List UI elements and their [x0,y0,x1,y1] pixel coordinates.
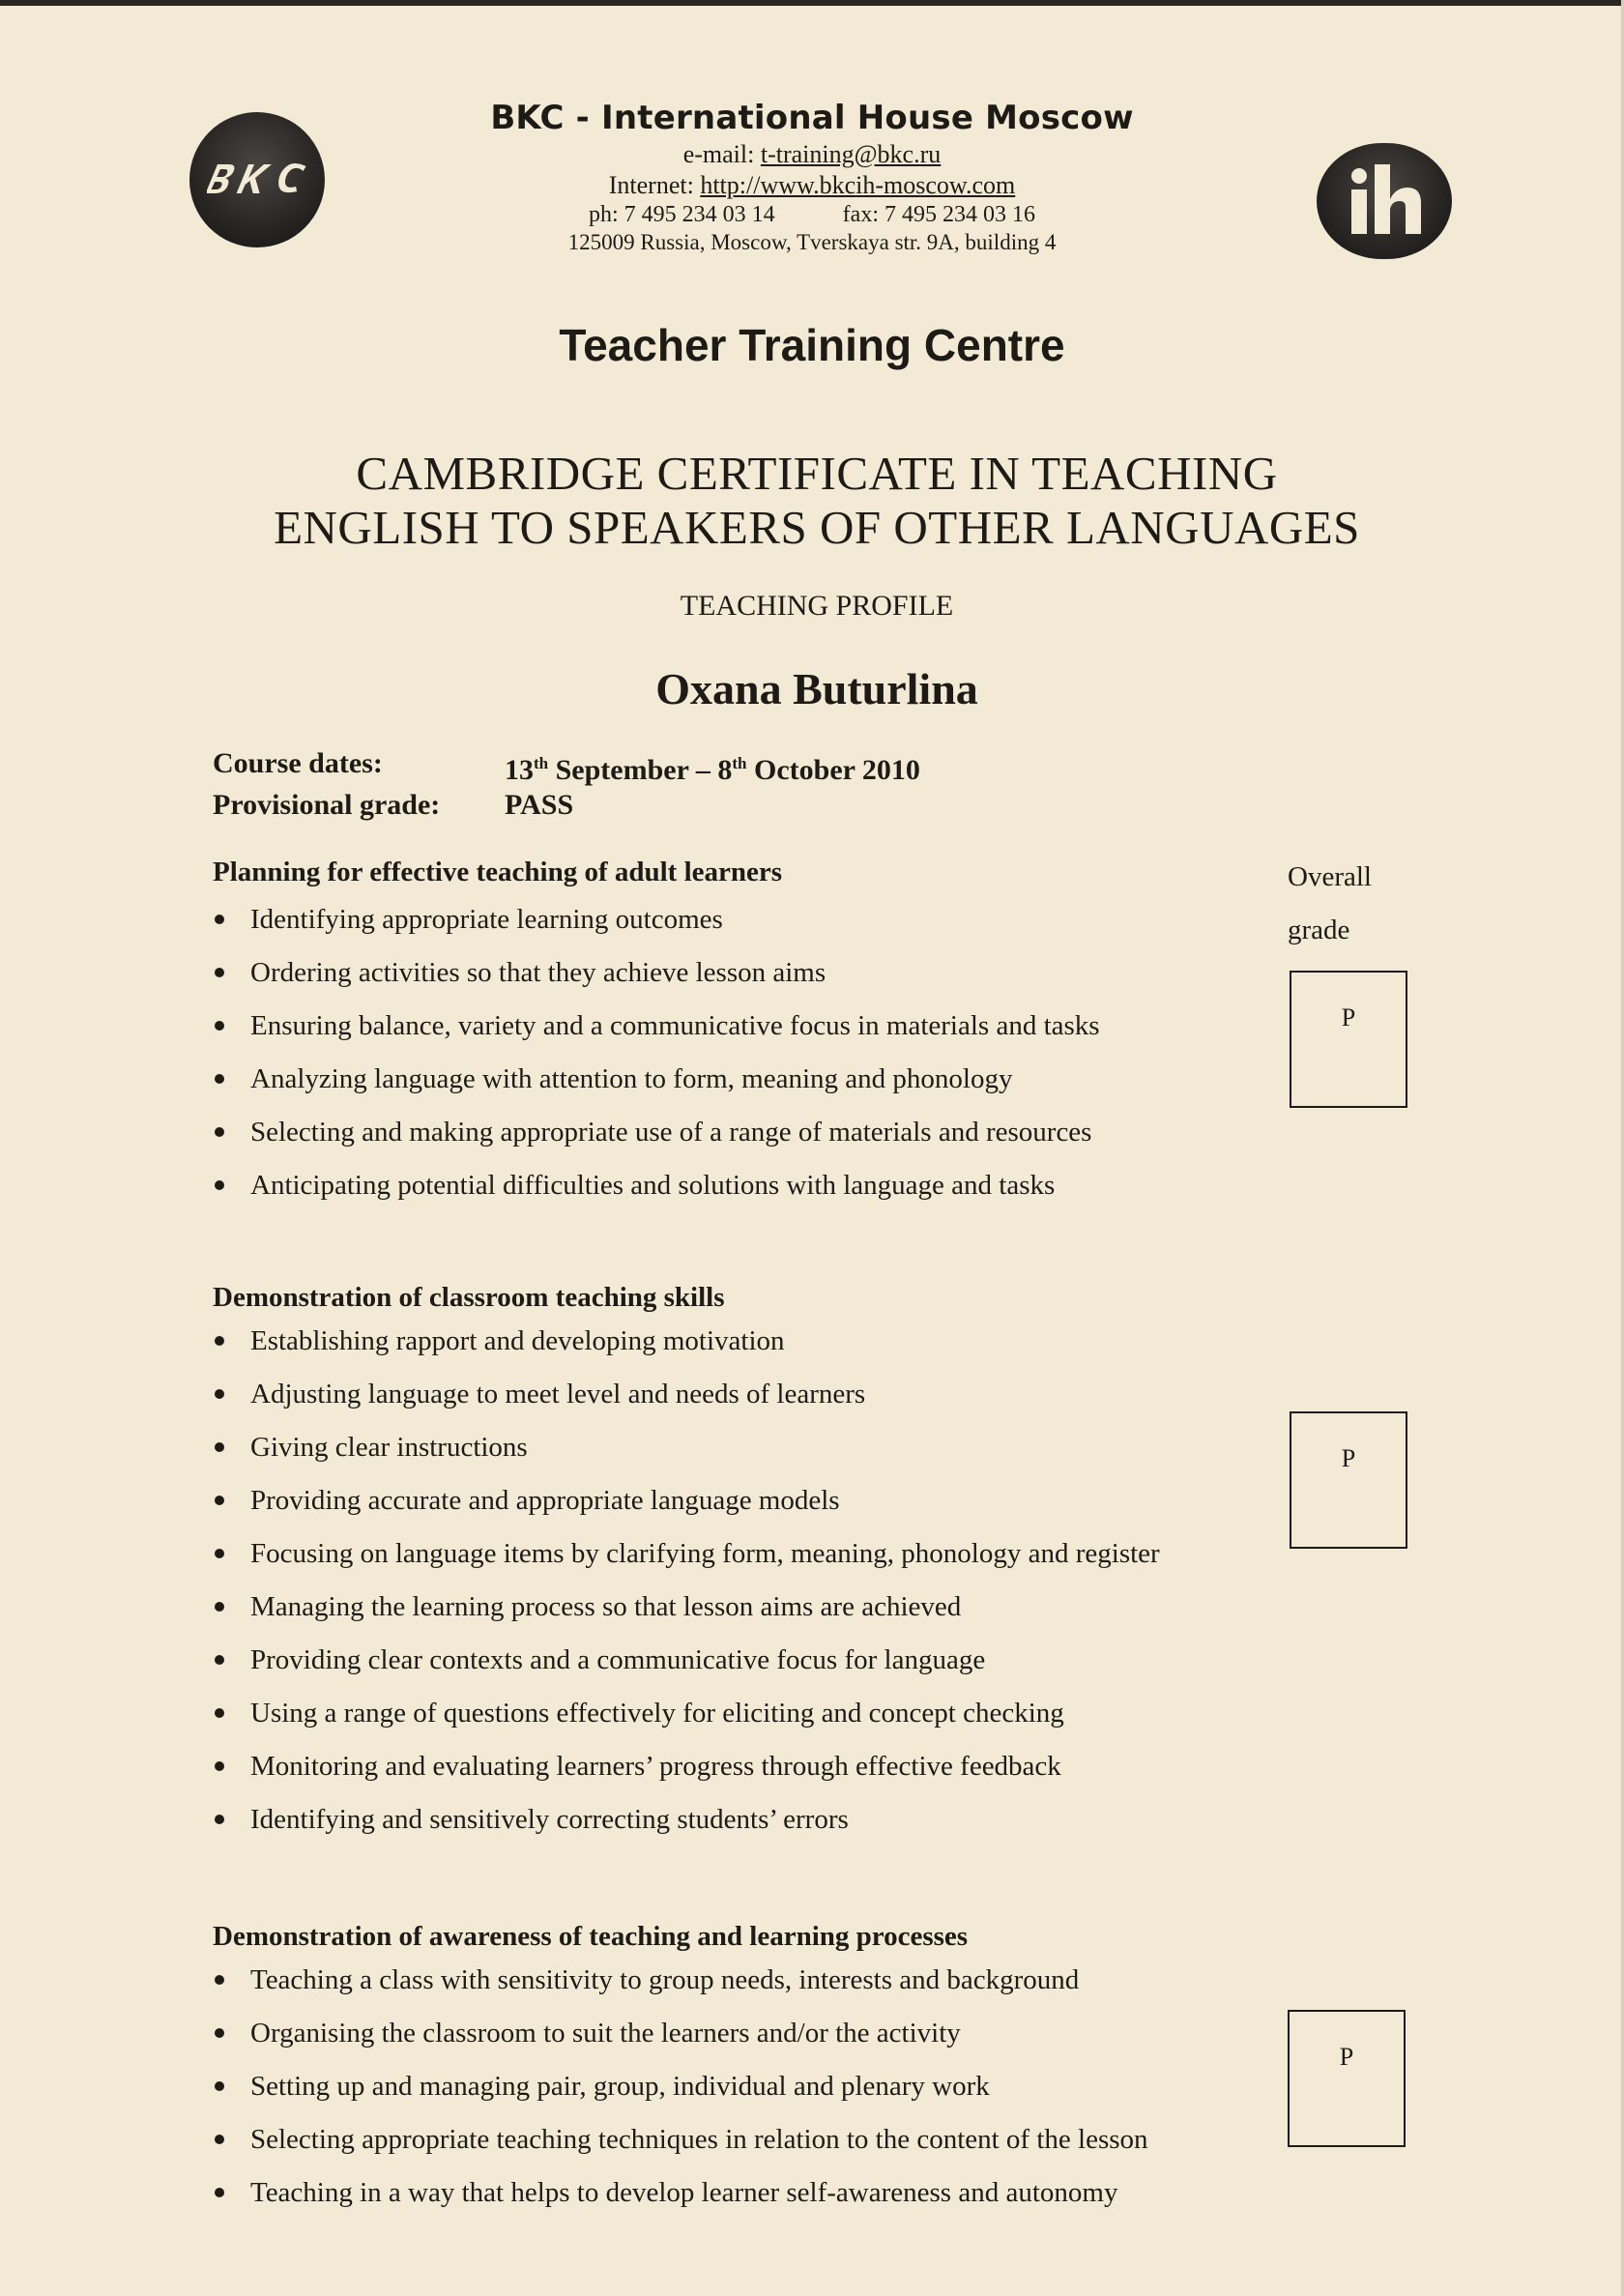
section-classroom-skills [213,1280,1276,1846]
grade-box-planning [1290,971,1407,1108]
list-item [213,1740,1276,1793]
centre-title: Teacher Training Centre [559,320,1065,370]
criteria-list [213,893,1276,1212]
item-text: Adjusting language to meet level and needs of learners [250,1379,866,1410]
section-title: Demonstration of classroom teaching skills [213,1282,725,1313]
list-item [213,2166,1276,2220]
email-line [435,139,1189,170]
list-item [213,1954,1276,2007]
profile-subtitle: TEACHING PROFILE [680,590,954,622]
list-item [213,1106,1276,1159]
internet-label: Internet: [608,171,694,199]
grade-awareness: P [1339,2043,1354,2071]
grade-label-heading: grade [1288,915,1350,945]
bullet-icon [215,915,224,924]
list-item [213,1581,1276,1634]
item-text: Using a range of questions effectively for eliciting and concept checking [250,1698,1064,1729]
organisation-name: BKC - International House Moscow [490,99,1134,137]
item-text: Teaching a class with sensitivity to group needs, interests and background [250,1964,1080,1995]
list-item [213,1000,1276,1053]
list-item [213,1421,1276,1474]
bullet-icon [215,1708,224,1718]
bullet-icon [215,1021,224,1031]
item-text: Ordering activities so that they achieve lesson aims [250,957,826,988]
grade-label: Provisional grade: [213,789,441,821]
bullet-icon [215,2028,224,2038]
item-text: Establishing rapport and developing motivation [250,1325,785,1356]
section-planning [213,855,1276,1212]
certificate-title-line-2: ENGLISH TO SPEAKERS OF OTHER LANGUAGES [274,501,1360,554]
phone-number: ph: 7 495 234 03 14 [589,202,775,227]
item-text: Focusing on language items by clarifying form, meaning, phonology and register [250,1538,1160,1569]
bullet-icon [215,1389,224,1399]
top-border [0,0,1624,6]
section-awareness [213,1919,1276,2220]
overall-label: Overall [1288,861,1372,892]
bkc-logo [189,112,325,247]
item-text: Managing the learning process so that lesson aims are achieved [250,1591,962,1622]
bullet-icon [215,1655,224,1665]
list-item [213,893,1276,946]
grade-box-awareness [1288,2010,1406,2147]
address: 125009 Russia, Moscow, Tverskaya str. 9A, building 4 [567,230,1057,254]
certificate-title [0,447,1624,555]
end-day-suffix: th [732,754,747,772]
list-item [213,1053,1276,1106]
item-text: Providing clear contexts and a communicative focus for language [250,1644,986,1675]
bullet-icon [215,1549,224,1558]
start-day-suffix: th [534,754,549,772]
bullet-icon [215,1602,224,1612]
grade-classroom: P [1341,1444,1356,1472]
list-item [213,946,1276,1000]
fax-number: fax: 7 495 234 03 16 [842,202,1035,227]
list-item [213,1368,1276,1421]
item-text: Selecting appropriate teaching techniques in relation to the content of the lesson [250,2124,1148,2155]
end-date: October 2010 [746,754,920,786]
course-info [213,746,920,823]
candidate-name: Oxana Buturlina [655,664,978,713]
grade-planning: P [1341,1003,1356,1032]
bullet-icon [215,968,224,977]
bullet-icon [215,1074,224,1084]
phone-fax-line [435,201,1189,228]
bullet-icon [215,1496,224,1505]
email-link[interactable]: t-training@bkc.ru [760,140,942,168]
grade-box-classroom [1290,1411,1407,1549]
course-dates-label: Course dates: [213,747,383,779]
start-day: 13 [505,754,534,786]
bullet-icon [215,2188,224,2197]
list-item [213,1687,1276,1740]
criteria-list [213,1315,1276,1846]
criteria-list [213,1954,1276,2220]
list-item [213,1474,1276,1527]
list-item [213,2007,1276,2060]
section-title: Planning for effective teaching of adult learners [213,857,783,887]
section-title: Demonstration of awareness of teaching and learning processes [213,1921,969,1952]
overall-grade-heading [1288,851,1372,957]
item-text: Identifying appropriate learning outcomes [250,904,723,935]
website-link[interactable]: http://www.bkcih-moscow.com [700,171,1016,199]
list-item [213,2113,1276,2166]
email-label: e-mail: [682,140,755,168]
ih-logo-mark [1340,157,1429,246]
bullet-icon [215,1975,224,1985]
item-text: Ensuring balance, variety and a communicative focus in materials and tasks [250,1010,1100,1041]
ih-logo [1317,143,1452,259]
letterhead [435,97,1189,257]
start-month: September – 8 [548,754,733,786]
list-item [213,1634,1276,1687]
list-item [213,1793,1276,1846]
course-dates-row [213,746,920,788]
course-dates-value [505,746,920,788]
item-text: Anticipating potential difficulties and solutions with language and tasks [250,1170,1056,1201]
bullet-icon [215,1815,224,1824]
item-text: Selecting and making appropriate use of a range of materials and resources [250,1117,1092,1148]
list-item [213,1159,1276,1212]
bkc-logo-mark [207,151,307,209]
bullet-icon [215,1761,224,1771]
bullet-icon [215,2135,224,2144]
item-text: Setting up and managing pair, group, individual and plenary work [250,2071,990,2102]
item-text: Identifying and sensitively correcting students’ errors [250,1804,849,1835]
bullet-icon [215,1336,224,1346]
item-text: Giving clear instructions [250,1432,528,1463]
item-text: Analyzing language with attention to form, meaning and phonology [250,1063,1013,1094]
item-text: Organising the classroom to suit the learners and/or the activity [250,2018,961,2049]
list-item [213,1527,1276,1581]
item-text: Monitoring and evaluating learners’ progress through effective feedback [250,1751,1061,1782]
grade-value: PASS [505,789,574,821]
bullet-icon [215,2081,224,2091]
item-text: Teaching in a way that helps to develop learner self-awareness and autonomy [250,2177,1118,2208]
list-item [213,2060,1276,2113]
list-item [213,1315,1276,1368]
bullet-icon [215,1442,224,1452]
certificate-title-line-1: CAMBRIDGE CERTIFICATE IN TEACHING [356,447,1278,500]
grade-row [213,788,920,823]
bullet-icon [215,1127,224,1137]
item-text: Providing accurate and appropriate language models [250,1485,840,1516]
bullet-icon [215,1180,224,1190]
internet-line [435,170,1189,201]
